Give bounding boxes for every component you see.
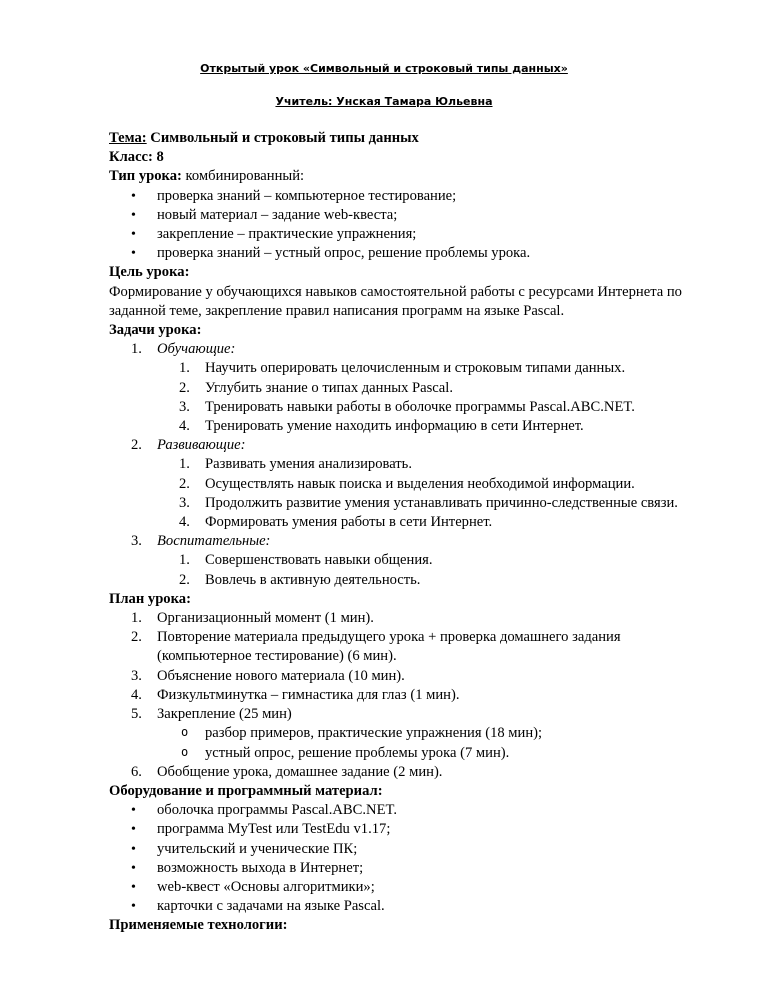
- list-item: • возможность выхода в Интернет;: [109, 859, 709, 878]
- list-item: • оболочка программы Pascal.ABC.NET.: [109, 801, 709, 820]
- list-item: o разбор примеров, практические упражнения (18 мин);: [109, 724, 709, 743]
- list-item: 3. Продолжить развитие умения устанавливать причинно-следственные связи.: [179, 494, 678, 511]
- list-number: 2.: [131, 437, 142, 454]
- list-item: 1. Научить оперировать целочисленным и строковым типами данных.: [179, 360, 626, 377]
- plan-sublist: [157, 724, 709, 762]
- list-item: • проверка знаний – устный опрос, решение проблемы урока.: [109, 244, 709, 263]
- lesson-type-list: [109, 187, 709, 264]
- lesson-type-line: [109, 167, 709, 186]
- list-item: o устный опрос, решение проблемы урока (7 мин).: [109, 744, 709, 763]
- list-item: 5. Закрепление (25 мин) o разбор примеров, практические упражнения (18 мин); o устный опрос, решение проблемы урока (7 мин).: [109, 705, 709, 763]
- list-item: • проверка знаний – компьютерное тестирование;: [109, 187, 709, 206]
- task-group-title: Воспитательные:: [157, 533, 271, 550]
- task-sublist: [157, 359, 709, 436]
- task-sublist: [157, 455, 709, 532]
- tasks-label: Задачи урока:: [109, 322, 202, 339]
- list-item: 3. Объяснение нового материала (10 мин).: [131, 667, 405, 684]
- list-number: 1.: [131, 341, 142, 358]
- list-item: • программа MyTest или TestEdu v1.17;: [109, 820, 709, 839]
- task-sublist: [157, 551, 709, 589]
- theme-label: Тема:: [109, 130, 147, 146]
- list-item: 4. Формировать умения работы в сети Интернет.: [179, 514, 493, 531]
- lesson-type-label: Тип урока:: [109, 168, 182, 185]
- plan-label: План урока:: [109, 590, 191, 607]
- list-item: 4. Физкультминутка – гимнастика для глаз (1 мин).: [131, 686, 460, 703]
- list-item: 2. Осуществлять навык поиска и выделения необходимой информации.: [179, 475, 635, 492]
- list-item: 6. Обобщение урока, домашнее задание (2 мин).: [131, 763, 443, 780]
- goal-label: Цель урока:: [109, 264, 190, 281]
- list-item: 4. Тренировать умение находить информацию в сети Интернет.: [179, 418, 584, 435]
- list-item: 3. Тренировать навыки работы в оболочке программы Pascal.ABC.NET.: [179, 398, 635, 415]
- technologies-label: Применяемые технологии:: [109, 917, 288, 934]
- task-group: [109, 436, 709, 532]
- list-item: 1. Совершенствовать навыки общения.: [179, 552, 433, 569]
- theme-line: [109, 129, 709, 148]
- task-group-title: Развивающие:: [157, 437, 246, 454]
- plan-list: [109, 609, 709, 782]
- theme-value: Символьный и строковый типы данных: [146, 130, 419, 146]
- list-item: 2. Углубить знание о типах данных Pascal.: [179, 379, 453, 396]
- equipment-list: [109, 801, 709, 916]
- document-page: [109, 62, 709, 936]
- equipment-label: Оборудование и программный материал:: [109, 782, 383, 799]
- list-item: • учительский и ученические ПК;: [109, 840, 709, 859]
- list-item: 2. Вовлечь в активную деятельность.: [179, 571, 421, 588]
- document-title: Открытый урок «Символьный и строковый типы данных»: [200, 62, 568, 75]
- tasks-list: [109, 340, 709, 590]
- task-group-title: Обучающие:: [157, 341, 236, 358]
- list-item: • закрепление – практические упражнения;: [109, 225, 709, 244]
- goal-text: Формирование у обучающихся навыков самостоятельной работы с ресурсами Интернета по заданной теме, закрепление правил написания программ на языке Pascal.: [109, 283, 682, 319]
- list-item: 1. Развивать умения анализировать.: [179, 456, 412, 473]
- list-number: 3.: [131, 533, 142, 550]
- list-item: • карточки с задачами на языке Pascal.: [109, 897, 709, 916]
- lesson-type-value: комбинированный:: [181, 168, 305, 185]
- grade-line: Класс: 8: [109, 149, 164, 166]
- teacher-line: Учитель: Унская Тамара Юльевна: [275, 95, 493, 108]
- list-item: • новый материал – задание web-квеста;: [109, 206, 709, 225]
- task-group: [109, 340, 709, 436]
- list-item: • web-квест «Основы алгоритмики»;: [109, 878, 709, 897]
- list-item: 1. Организационный момент (1 мин).: [131, 610, 374, 627]
- task-group: [109, 532, 709, 590]
- list-item: 2. Повторение материала предыдущего урока + проверка домашнего задания (компьютерное тестирование) (6 мин).: [131, 629, 621, 665]
